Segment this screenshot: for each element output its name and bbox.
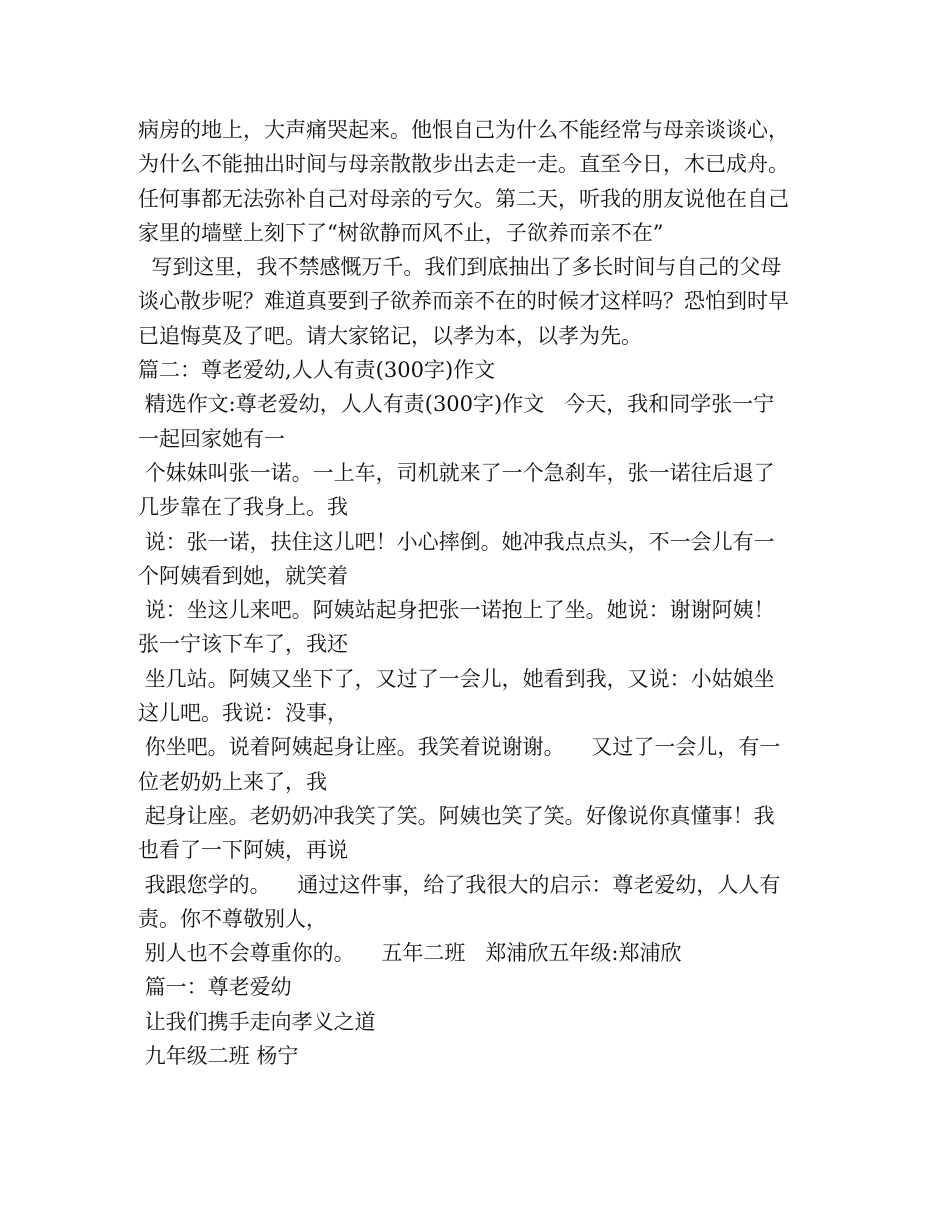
text-line: 也看了一下阿姨，再说 [138, 838, 348, 863]
section-heading: 篇一：尊老爱幼 [138, 975, 292, 1000]
text-line: 病房的地上，大声痛哭起来。他恨自己为什么不能经常与母亲谈谈心， [138, 118, 789, 142]
text-line: 个妹妹叫张一诺。一上车，司机就来了一个急刹车，张一诺往后退了 [138, 460, 775, 485]
text-line: 一起回家她有一 [138, 426, 285, 451]
text-line: 位老奶奶上来了，我 [138, 769, 327, 794]
text-line: 已追悔莫及了吧。请大家铭记，以孝为本，以孝为先。 [138, 323, 642, 348]
section-heading: 篇二：尊老爱幼,人人有责(300字)作文 [138, 358, 496, 383]
text-line: 写到这里，我不禁感慨万千。我们到底抽出了多长时间与自己的父母 [138, 255, 782, 280]
text-line: 谈心散步呢？难道真要到子欲养而亲不在的时候才这样吗？恐怕到时早 [138, 289, 789, 314]
text-line: 家里的墙壁上刻下了“树欲静而风不止，子欲养而亲不在” [138, 220, 664, 245]
text-line: 你坐吧。说着阿姨起身让座。我笑着说谢谢。 又过了一会儿，有一 [138, 735, 781, 760]
document-body [138, 113, 828, 1073]
text-line: 任何事都无法弥补自己对母亲的亏欠。第二天，听我的朋友说他在自己 [138, 186, 789, 211]
text-line: 精选作文:尊老爱幼，人人有责(300字)作文 今天，我和同学张一宁 [138, 392, 775, 417]
text-line: 坐几站。阿姨又坐下了，又过了一会儿，她看到我，又说：小姑娘坐 [138, 666, 775, 691]
text-line: 我跟您学的。 通过这件事，给了我很大的启示：尊老爱幼，人人有 [138, 872, 781, 897]
text-line: 个阿姨看到她，就笑着 [138, 563, 348, 588]
text-line: 这儿吧。我说：没事， [138, 701, 348, 726]
text-line: 起身让座。老奶奶冲我笑了笑。阿姨也笑了笑。好像说你真懂事！我 [138, 803, 775, 828]
text-line: 让我们携手走向孝义之道 [138, 1009, 376, 1034]
text-line: 说：坐这儿来吧。阿姨站起身把张一诺抱上了坐。她说：谢谢阿姨！ [138, 598, 775, 623]
text-line: 别人也不会尊重你的。 五年二班 郑浦欣五年级:郑浦欣 [138, 941, 682, 966]
text-line: 责。你不尊敬别人， [138, 906, 327, 931]
text-line: 说：张一诺，扶住这儿吧！小心摔倒。她冲我点点头，不一会儿有一 [138, 529, 775, 554]
text-line: 张一宁该下车了，我还 [138, 632, 348, 657]
author-line: 九年级二班 杨宁 [138, 1044, 299, 1069]
text-line: 为什么不能抽出时间与母亲散散步出去走一走。直至今日，木已成舟。 [138, 152, 789, 177]
text-line: 几步靠在了我身上。我 [138, 495, 348, 520]
